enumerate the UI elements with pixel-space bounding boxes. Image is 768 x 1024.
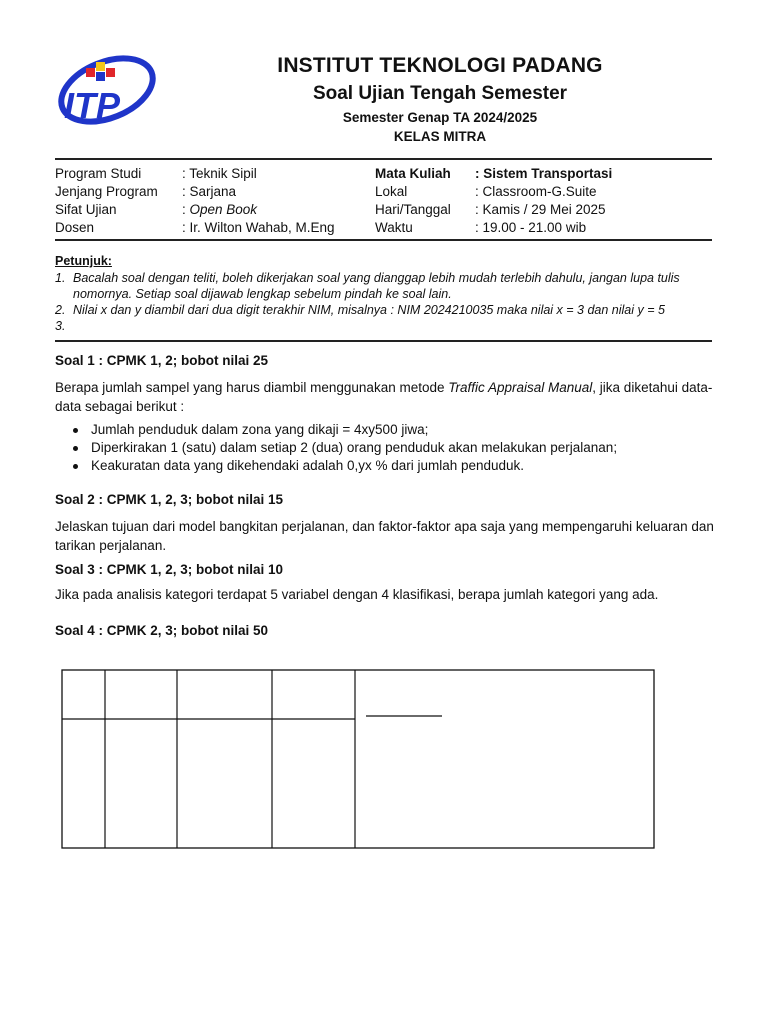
- petunjuk-item: [55, 270, 715, 302]
- item-number: 3.: [55, 319, 66, 333]
- bullet-dot: [73, 428, 78, 433]
- soal-3-text: Jika pada analisis kategori terdapat 5 variabel dengan 4 klasifikasi, berapa jumlah kategori yang ada.: [55, 587, 659, 602]
- institution-name: INSTITUT TEKNOLOGI PADANG: [277, 54, 603, 77]
- soal-4-heading: Soal 4 : CPMK 2, 3; bobot nilai 50: [55, 623, 269, 638]
- bullet-dot: [73, 464, 78, 469]
- exam-title: Soal Ujian Tengah Semester: [312, 83, 568, 104]
- semester-label: Semester Genap TA 2024/2025: [342, 110, 538, 125]
- soal-1-method: Traffic Appraisal Manual: [448, 380, 593, 395]
- petunjuk-divider: [55, 340, 712, 342]
- item-text: Bacalah soal dengan teliti, boleh dikerjakan soal yang dianggap lebih mudah terlebih dahulu, jangan lupa tulis nomornya. Setiap soal dijawab lengkap sebelum pindah ke soal lain.: [73, 271, 680, 301]
- label-sifat-ujian: Sifat Ujian: [55, 202, 117, 217]
- soal-1-text-before: Berapa jumlah sampel yang harus diambil menggunakan metode: [55, 380, 449, 395]
- value-lokal: : Classroom-G.Suite: [475, 184, 597, 199]
- value-program-studi: : Teknik Sipil: [182, 166, 257, 181]
- bullet-item: [73, 457, 617, 475]
- soal-4-table: [60, 669, 658, 853]
- value-dosen: : Ir. Wilton Wahab, M.Eng: [182, 220, 335, 235]
- info-left-labels: [55, 165, 158, 237]
- info-right-labels: [375, 165, 451, 237]
- sifat-ujian-text: Open Book: [189, 202, 258, 217]
- info-left-values: [182, 165, 335, 237]
- item-text: Nilai x dan y diambil dari dua digit terakhir NIM, misalnya : NIM 2024210035 maka nilai x = 3 dan nilai y = 5: [73, 303, 665, 317]
- info-right-values: [475, 165, 612, 237]
- soal-1-text-after: , jika diketahui data-data sebagai berikut :: [55, 380, 713, 414]
- bullet-item: [73, 439, 617, 457]
- label-waktu: Waktu: [375, 220, 413, 235]
- logo-text: ITP: [64, 85, 121, 126]
- soal-2-text: Jelaskan tujuan dari model bangkitan perjalanan, dan faktor-faktor apa saja yang mempengaruhi keluaran dan tarikan perjalanan.: [55, 519, 714, 553]
- soal-2-heading: Soal 2 : CPMK 1, 2, 3; bobot nilai 15: [55, 492, 284, 507]
- petunjuk-title: Petunjuk:: [55, 254, 112, 268]
- petunjuk-list: [55, 270, 715, 333]
- value-sifat-ujian: [182, 201, 335, 219]
- bullet-text: Jumlah penduduk dalam zona yang dikaji = 4xy500 jiwa;: [91, 422, 429, 437]
- value-jenjang-program: : Sarjana: [182, 184, 237, 199]
- value-hari-tanggal: : Kamis / 29 Mei 2025: [475, 202, 606, 217]
- soal-1-heading: Soal 1 : CPMK 1, 2; bobot nilai 25: [55, 353, 269, 368]
- header-divider-top: [55, 158, 712, 160]
- value-mata-kuliah: : Sistem Transportasi: [475, 166, 613, 181]
- item-number: 2.: [55, 303, 66, 317]
- bullet-item: [73, 421, 617, 439]
- label-lokal: Lokal: [375, 184, 408, 199]
- label-hari-tanggal: Hari/Tanggal: [375, 202, 451, 217]
- value-waktu: : 19.00 - 21.00 wib: [475, 220, 587, 235]
- soal-1-text: [55, 378, 717, 416]
- bullet-text: Diperkirakan 1 (satu) dalam setiap 2 (dua) orang penduduk akan melakukan perjalanan;: [91, 440, 618, 455]
- soal-3-heading: Soal 3 : CPMK 1, 2, 3; bobot nilai 10: [55, 562, 284, 577]
- item-number: 1.: [55, 271, 66, 285]
- soal-1-bullets: [73, 421, 617, 475]
- label-program-studi: Program Studi: [55, 166, 142, 181]
- label-jenjang-program: Jenjang Program: [55, 184, 158, 199]
- itp-logo: [52, 48, 158, 126]
- bullet-text: Keakuratan data yang dikehendaki adalah 0,yx % dari jumlah penduduk.: [91, 458, 525, 473]
- label-mata-kuliah: Mata Kuliah: [375, 166, 451, 181]
- label-dosen: Dosen: [55, 220, 95, 235]
- petunjuk-item: [55, 302, 715, 318]
- bullet-dot: [73, 446, 78, 451]
- colon: :: [182, 202, 190, 217]
- info-divider: [55, 239, 712, 241]
- class-label: KELAS MITRA: [393, 129, 487, 144]
